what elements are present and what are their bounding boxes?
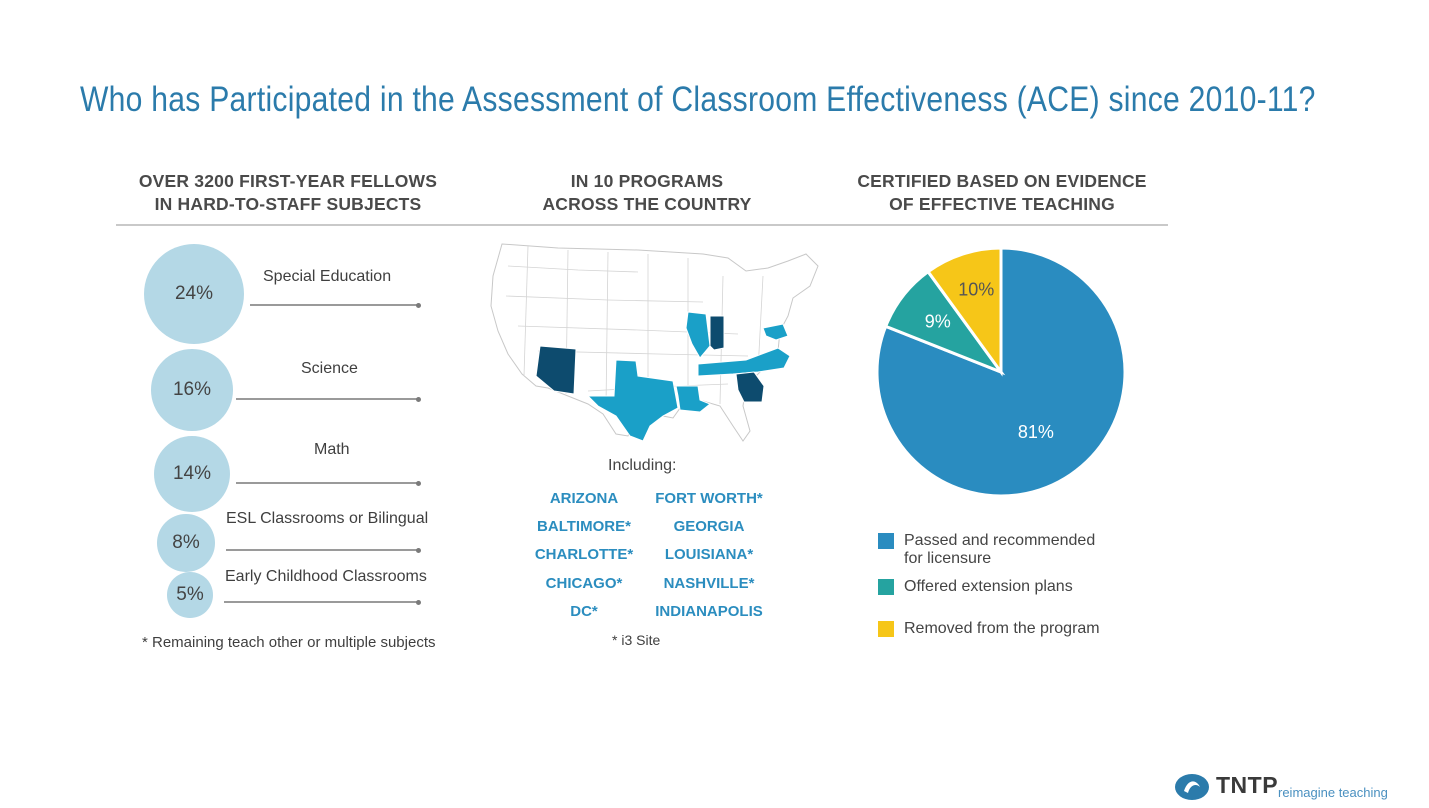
subject-leader-line [236, 482, 418, 484]
logo-tagline: reimagine teaching [1278, 785, 1388, 800]
program-city: BALTIMORE* [537, 518, 631, 536]
legend-swatch [878, 621, 894, 637]
tntp-logo-icon [1174, 773, 1210, 801]
map-state-indiana [710, 316, 724, 350]
program-city: LOUISIANA* [664, 546, 754, 564]
pie-slice-label: 81% [1017, 422, 1054, 443]
program-city: CHARLOTTE* [534, 546, 634, 564]
legend-label: Offered extension plans [904, 578, 1073, 595]
subject-leader-dot [416, 397, 421, 402]
program-city: CHICAGO* [545, 574, 623, 592]
subject-leader-dot [416, 303, 421, 308]
programs-heading: IN 10 PROGRAMS ACROSS THE COUNTRY [542, 171, 752, 214]
program-city: INDIANAPOLIS [655, 602, 763, 620]
subject-bubble: 8% [157, 514, 215, 572]
subject-bubble: 24% [144, 244, 244, 344]
subject-label: ESL Classrooms or Bilingual [226, 510, 429, 527]
program-city: FORT WORTH* [655, 490, 763, 507]
program-city: DC* [570, 602, 598, 620]
header-divider [116, 224, 1168, 226]
pie-slice-label: 9% [924, 311, 951, 332]
subject-bubble: 14% [154, 436, 230, 512]
subject-bubble: 16% [151, 349, 233, 431]
subject-leader-dot [416, 548, 421, 553]
subject-leader-dot [416, 600, 421, 605]
logo-wordmark: TNTP [1216, 772, 1279, 798]
subject-leader-dot [416, 481, 421, 486]
programs-footnote: * i3 Site [612, 632, 661, 648]
subjects-heading: OVER 3200 FIRST-YEAR FELLOWS IN HARD-TO-STAFF SUBJECTS [138, 171, 438, 214]
us-map [488, 236, 828, 451]
subject-leader-line [250, 304, 418, 306]
subject-label: Science [301, 360, 358, 377]
program-city: ARIZONA [549, 490, 619, 507]
subjects-footnote: * Remaining teach other or multiple subjects [142, 634, 436, 651]
subject-label: Math [314, 441, 350, 458]
page-title: Who has Participated in the Assessment of Classroom Effectiveness (ACE) since 2010-11? [80, 80, 1316, 119]
subject-label: Early Childhood Classrooms [225, 568, 427, 585]
subject-leader-line [236, 398, 418, 400]
subject-bubble: 5% [167, 572, 213, 618]
program-city: NASHVILLE* [663, 574, 755, 592]
subject-leader-line [224, 601, 418, 603]
pie-slice-label: 10% [958, 279, 995, 300]
subject-label: Special Education [263, 268, 392, 285]
legend-label: Removed from the program [904, 620, 1100, 637]
programs-including-label: Including: [608, 457, 677, 474]
legend-swatch [878, 533, 894, 549]
program-city: GEORGIA [673, 518, 745, 536]
certification-pie-chart [866, 236, 1136, 506]
legend-label: Passed and recommended for licensure [904, 532, 1096, 567]
subject-leader-line [226, 549, 418, 551]
legend-swatch [878, 579, 894, 595]
certification-heading: CERTIFIED BASED ON EVIDENCE OF EFFECTIVE TEACHING [857, 171, 1147, 214]
